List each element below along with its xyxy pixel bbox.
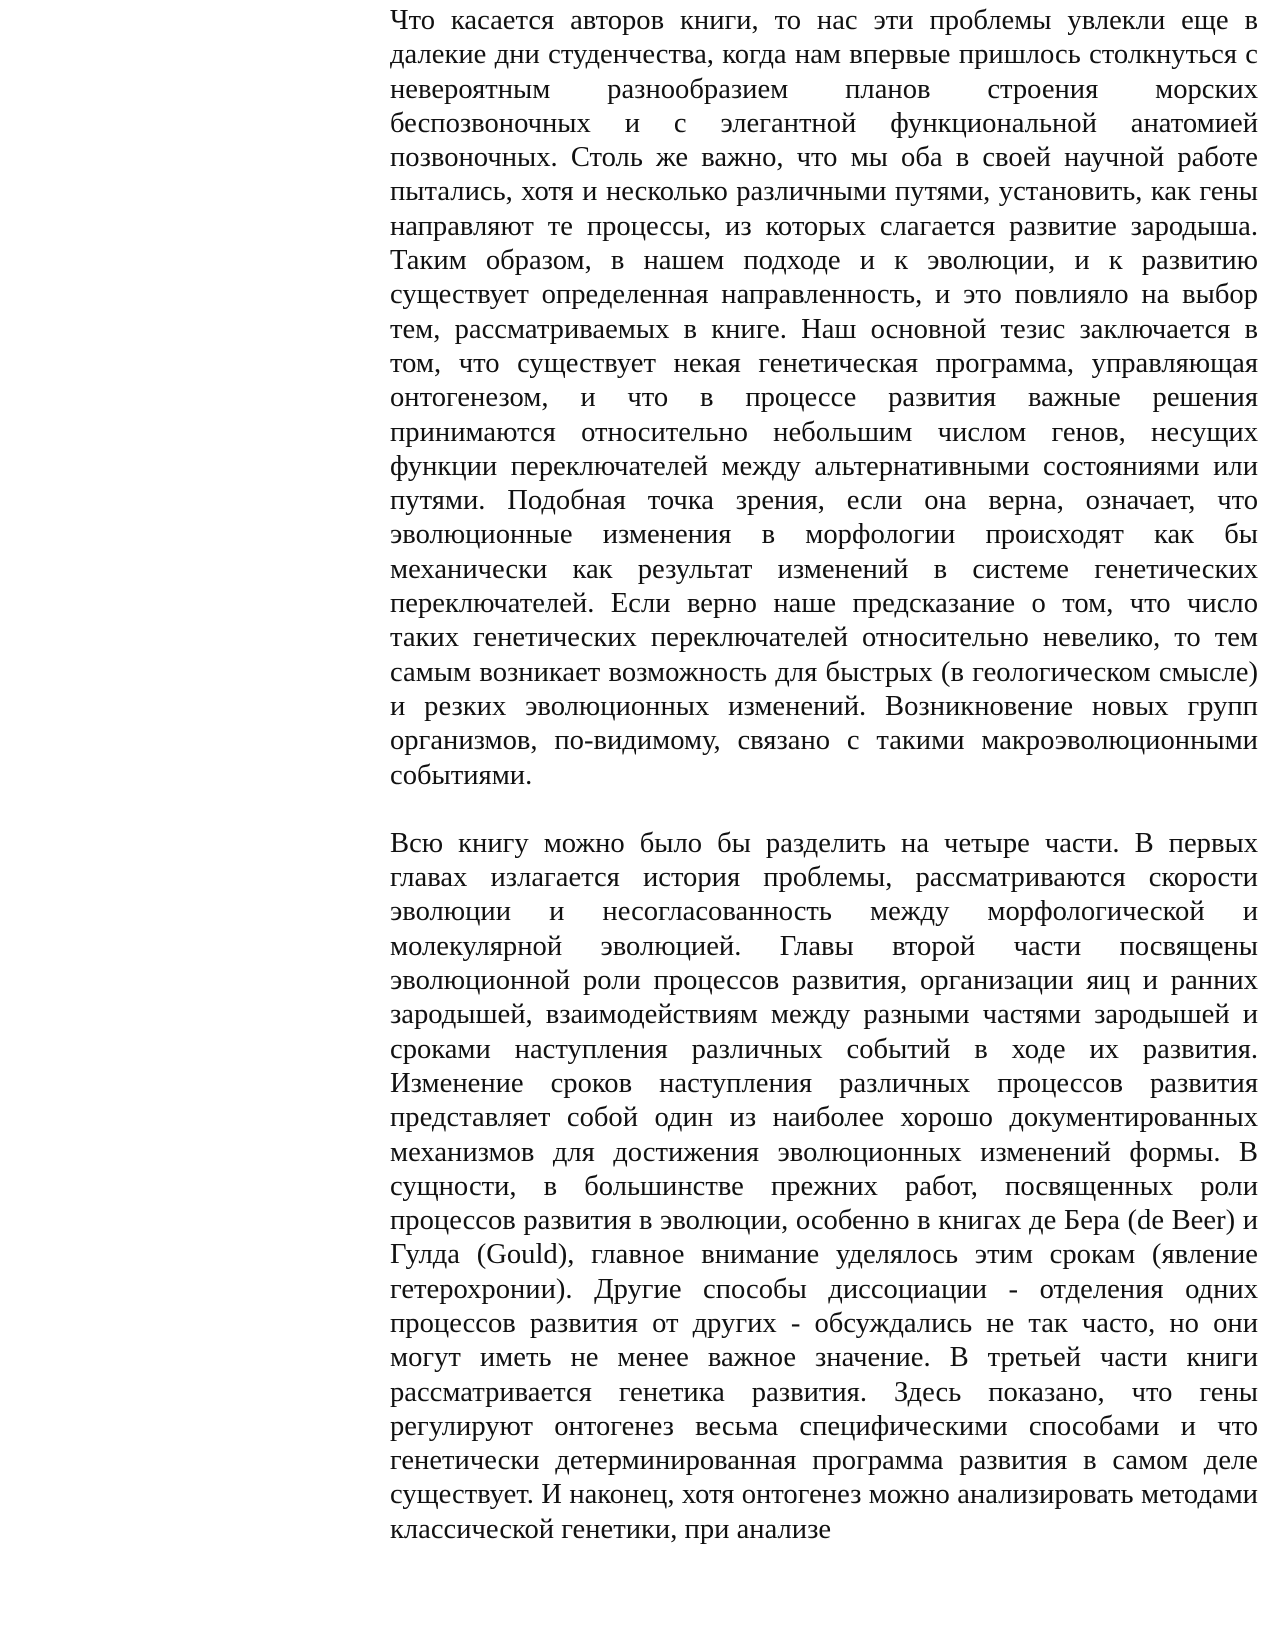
text-column xyxy=(390,4,1258,1547)
paragraph-1: Что касается авторов книги, то нас эти проблемы увлекли еще в далекие дни студенчества, когда нам впервые пришлось столкнуться с невероятным разнообразием планов строения морских беспозвоночных и с элегантной функциональной анатомией позвоночных. Столь же важно, что мы оба в своей научной работе пытались, хотя и несколько различными путями, установить, как гены направляют те процессы, из которых слагается развитие зародыша. Таким образом, в нашем подходе и к эволюции, и к развитию существует определенная направленность, и это повлияло на выбор тем, рассматриваемых в книге. Наш основной тезис заключается в том, что существует некая генетическая программа, управляющая онтогенезом, и что в процессе развития важные решения принимаются относительно небольшим числом генов, несущих функции переключателей между альтернативными состояниями или путями. Подобная точка зрения, если она верна, означает, что эволюционные изменения в морфологии происходят как бы механически как результат изменений в системе генетических переключателей. Если верно наше предсказание о том, что число таких генетических переключателей относительно невелико, то тем самым возникает возможность для быстрых (в геологическом смысле) и резких эволюционных изменений. Возникновение новых групп организмов, по-видимому, связано с такими макроэволюционными событиями. xyxy=(390,5,1258,791)
paragraph-2: Всю книгу можно было бы разделить на четыре части. В первых главах излагается история проблемы, рассматриваются скорости эволюции и несогласованность между морфологической и молекулярной эволюцией. Главы второй части посвящены эволюционной роли процессов развития, организации яиц и ранних зародышей, взаимодействиям между разными частями зародышей и сроками наступления различных событий в ходе их развития. Изменение сроков наступления различных процессов развития представляет собой один из наиболее хорошо документированных механизмов для достижения эволюционных изменений формы. В сущности, в большинстве прежних работ, посвященных роли процессов развития в эволюции, особенно в книгах де Бера (de Beer) и Гулда (Gould), главное внимание уделялось этим срокам (явление гетерохронии). Другие способы диссоциации - отделения одних процессов развития от других - обсуждались не так часто, но они могут иметь не менее важное значение. В третьей части книги рассматривается генетика развития. Здесь показано, что гены регулируют онтогенез весьма специфическими способами и что генетически детерминированная программа развития в самом деле существует. И наконец, хотя онтогенез можно анализировать методами классической генетики, при анализе xyxy=(390,827,1258,1545)
